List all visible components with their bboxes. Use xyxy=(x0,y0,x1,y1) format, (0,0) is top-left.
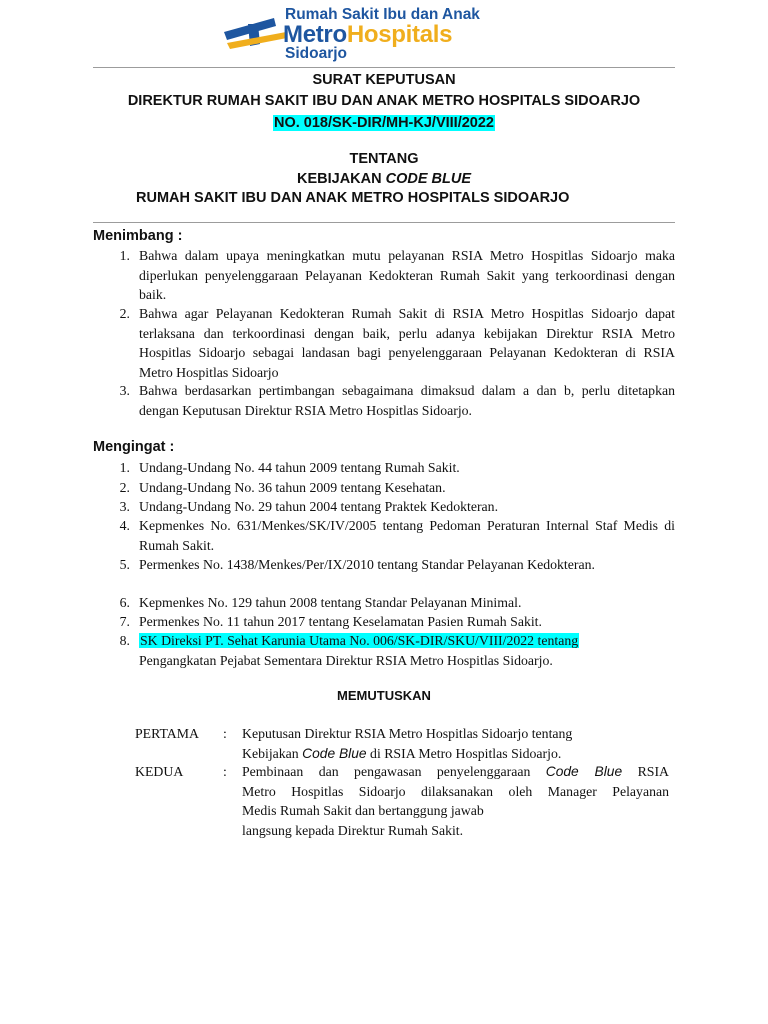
logo-metro: Metro xyxy=(283,21,347,48)
header-divider xyxy=(93,222,675,223)
item-text: Permenkes No. 1438/Menkes/Per/IX/2010 tentang Standar Pelayanan Kedokteran. xyxy=(139,557,595,572)
item-text: Undang-Undang No. 36 tahun 2009 tentang Kesehatan. xyxy=(139,480,446,495)
tentang-heading: TENTANG xyxy=(349,151,419,167)
mengingat-title: Mengingat : xyxy=(93,439,175,455)
document-subtitle: DIREKTUR RUMAH SAKIT IBU DAN ANAK METRO HOSPITALS SIDOARJO xyxy=(127,93,641,109)
rs-name-heading: RUMAH SAKIT IBU DAN ANAK METRO HOSPITALS SIDOARJO xyxy=(136,190,570,206)
item-number: 7. xyxy=(119,614,130,629)
item-text: Bahwa berdasarkan pertimbangan sebagaimana dimaksud dalam a dan b, perlu ditetapkan dengan Keputusan Direktur RSIA Metro Hospitlas Sidoarjo. xyxy=(139,383,675,418)
item-text xyxy=(139,631,675,670)
item-number: 8. xyxy=(119,633,130,648)
item-text-rest: Pengangkatan Pejabat Sementara Direktur RSIA Metro Hospitlas Sidoarjo. xyxy=(139,652,553,668)
document-title: SURAT KEPUTUSAN xyxy=(312,72,456,88)
kedua-line-3: Medis Rumah Sakit dan bertanggung jawab xyxy=(242,803,484,818)
item-text: Undang-Undang No. 44 tahun 2009 tentang Rumah Sakit. xyxy=(139,460,460,475)
pertama-line-2a: Kebijakan xyxy=(242,745,303,761)
kedua-code-blue: Code Blue xyxy=(545,764,623,779)
kebijakan-heading xyxy=(0,171,768,187)
kedua-line-1c: RSIA xyxy=(622,764,670,779)
pertama-code-blue: Code Blue xyxy=(302,745,367,761)
item-text: Kepmenkes No. 631/Menkes/SK/IV/2005 tentang Pedoman Peraturan Internal Staf Medis di Rumah Sakit. xyxy=(139,518,675,553)
item-number: 5. xyxy=(119,557,130,572)
item-number: 3. xyxy=(119,383,130,398)
kedua-line-1a: Pembinaan dan pengawasan penyelenggaraan xyxy=(242,764,546,779)
kedua-line-4: langsung kepada Direktur Rumah Sakit. xyxy=(242,822,464,838)
kedua-label: KEDUA xyxy=(135,764,184,779)
pertama-label: PERTAMA xyxy=(135,726,199,741)
highlighted-text: SK Direksi PT. Sehat Karunia Utama No. 006/SK-DIR/SKU/VIII/2022 tentang xyxy=(140,633,579,648)
kedua-line-1 xyxy=(242,762,669,782)
kedua-text xyxy=(242,762,669,840)
logo-mark-icon xyxy=(222,16,288,56)
kedua-line-2: Metro Hospitlas Sidoarjo dilaksanakan oleh Manager Pelayanan xyxy=(242,783,669,799)
menimbang-title: Menimbang : xyxy=(93,228,183,244)
item-text: Kepmenkes No. 129 tahun 2008 tentang Standar Pelayanan Minimal. xyxy=(139,595,522,610)
logo-hospitals: Hospitals xyxy=(346,21,453,48)
kedua-colon: : xyxy=(223,764,227,779)
item-number: 2. xyxy=(119,306,130,321)
top-divider xyxy=(93,67,675,68)
item-number: 3. xyxy=(119,499,130,514)
pertama-colon: : xyxy=(223,726,227,741)
pertama-line-2c: di RSIA Metro Hospitlas Sidoarjo. xyxy=(366,745,562,761)
item-number: 6. xyxy=(119,595,130,610)
logo-line-1: Rumah Sakit Ibu dan Anak xyxy=(285,6,480,23)
kebijakan-code-blue: CODE BLUE xyxy=(385,171,472,187)
item-text: Bahwa agar Pelayanan Kedokteran Rumah Sakit di RSIA Metro Hospitlas Sidoarjo dapat terlaksana dan terkoordinasi dengan baik, perlu adanya kebijakan Direktur RSIA Metro Hospitlas Sidoarjo sebagai landasan bagi penyelenggaraan Pelayanan Kedokteran di RSIA Metro Hospitlas Sidoarjo xyxy=(139,306,675,380)
item-text: Undang-Undang No. 29 tahun 2004 tentang Praktek Kedokteran. xyxy=(139,499,499,514)
memutuskan-title: MEMUTUSKAN xyxy=(337,688,431,703)
item-text: Permenkes No. 11 tahun 2017 tentang Keselamatan Pasien Rumah Sakit. xyxy=(139,614,542,629)
document-number-line xyxy=(0,115,768,131)
document-number: NO. 018/SK-DIR/MH-KJ/VIII/2022 xyxy=(274,115,494,131)
logo-line-3: Sidoarjo xyxy=(285,45,348,62)
pertama-line-1: Keputusan Direktur RSIA Metro Hospitlas Sidoarjo tentang xyxy=(242,726,573,741)
item-number: 1. xyxy=(119,460,130,475)
kebijakan-prefix: KEBIJAKAN xyxy=(296,171,386,187)
item-number: 4. xyxy=(119,518,130,533)
hospital-logo xyxy=(222,6,532,62)
item-number: 2. xyxy=(119,480,130,495)
pertama-text xyxy=(242,724,669,763)
item-number: 1. xyxy=(119,248,130,263)
item-text: Bahwa dalam upaya meningkatkan mutu pelayanan RSIA Metro Hospitlas Sidoarjo maka diperlukan penyelenggaraan Pelayanan Kedokteran Rumah Sakit yang terkoordinasi dengan baik. xyxy=(139,248,675,302)
